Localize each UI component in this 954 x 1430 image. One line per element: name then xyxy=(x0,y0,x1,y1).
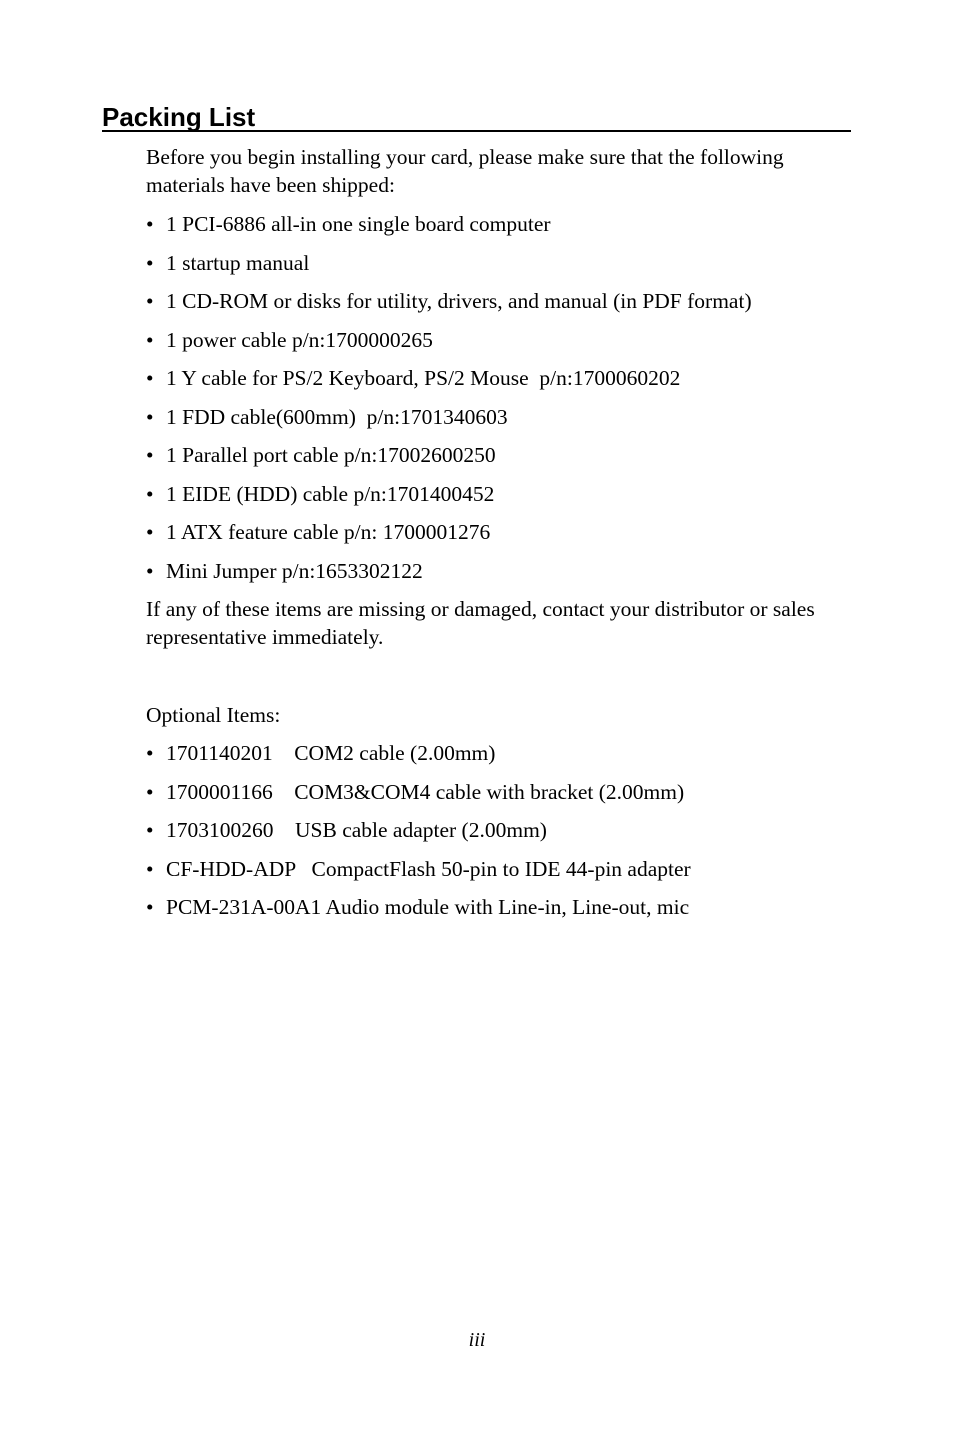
list-item xyxy=(146,739,691,778)
bullet-icon: • xyxy=(146,818,154,842)
list-item-text: 1 power cable p/n:1700000265 xyxy=(166,327,433,352)
bullet-icon: • xyxy=(146,741,154,765)
bullet-icon: • xyxy=(146,404,154,429)
list-item xyxy=(146,816,691,855)
list-item-text: 1 PCI-6886 all-in one single board computer xyxy=(166,212,551,236)
bullet-icon: • xyxy=(146,895,154,919)
list-item-text: 1 ATX feature cable p/n: 1700001276 xyxy=(166,520,491,544)
optional-items-list xyxy=(146,739,691,932)
page-number: iii xyxy=(468,1329,486,1351)
bullet-icon: • xyxy=(146,212,154,236)
list-item-text: 1703100260 USB cable adapter (2.00mm) xyxy=(166,818,547,842)
list-item xyxy=(146,855,691,894)
section-heading xyxy=(102,100,851,132)
list-item xyxy=(146,210,752,249)
list-item-text: 1701140201 COM2 cable (2.00mm) xyxy=(166,741,496,765)
list-item xyxy=(146,480,752,519)
bullet-icon: • xyxy=(146,289,154,313)
list-item-text: 1 EIDE (HDD) cable p/n:1701400452 xyxy=(166,481,495,506)
list-item xyxy=(146,778,691,817)
bullet-icon: • xyxy=(146,443,154,467)
list-item xyxy=(146,557,752,596)
list-item xyxy=(146,893,691,932)
list-item xyxy=(146,403,752,442)
list-item-text: 1 Y cable for PS/2 Keyboard, PS/2 Mouse p/n:1700060202 xyxy=(166,366,681,390)
list-item-text: 1 CD-ROM or disks for utility, drivers, and manual (in PDF format) xyxy=(166,289,752,313)
missing-items-note: If any of these items are missing or damaged, contact your distributor or sales representative immediately. xyxy=(146,597,815,649)
list-item xyxy=(146,518,752,557)
list-item xyxy=(146,287,752,326)
list-item-text: 1700001166 COM3&COM4 cable with bracket (2.00mm) xyxy=(166,779,685,804)
packing-list xyxy=(146,210,752,595)
section-heading-text: Packing List xyxy=(102,102,256,132)
list-item xyxy=(146,249,752,288)
bullet-icon: • xyxy=(146,250,154,275)
bullet-icon: • xyxy=(146,481,154,506)
list-item xyxy=(146,326,752,365)
bullet-icon: • xyxy=(146,366,154,390)
list-item-text: 1 FDD cable(600mm) p/n:1701340603 xyxy=(166,404,508,429)
list-item-text: Mini Jumper p/n:1653302122 xyxy=(166,558,423,583)
optional-items-heading: Optional Items: xyxy=(146,703,281,727)
intro-paragraph: Before you begin installing your card, please make sure that the following materials have been shipped: xyxy=(146,145,784,197)
bullet-icon: • xyxy=(146,520,154,544)
list-item-text: 1 Parallel port cable p/n:17002600250 xyxy=(166,443,496,467)
list-item-text: CF-HDD-ADP CompactFlash 50-pin to IDE 44-pin adapter xyxy=(166,856,691,881)
bullet-icon: • xyxy=(146,779,154,804)
list-item xyxy=(146,364,752,403)
list-item-text: PCM-231A-00A1 Audio module with Line-in, Line-out, mic xyxy=(166,895,690,919)
bullet-icon: • xyxy=(146,558,154,583)
bullet-icon: • xyxy=(146,856,154,881)
list-item-text: 1 startup manual xyxy=(166,250,310,275)
list-item xyxy=(146,441,752,480)
bullet-icon: • xyxy=(146,327,154,352)
